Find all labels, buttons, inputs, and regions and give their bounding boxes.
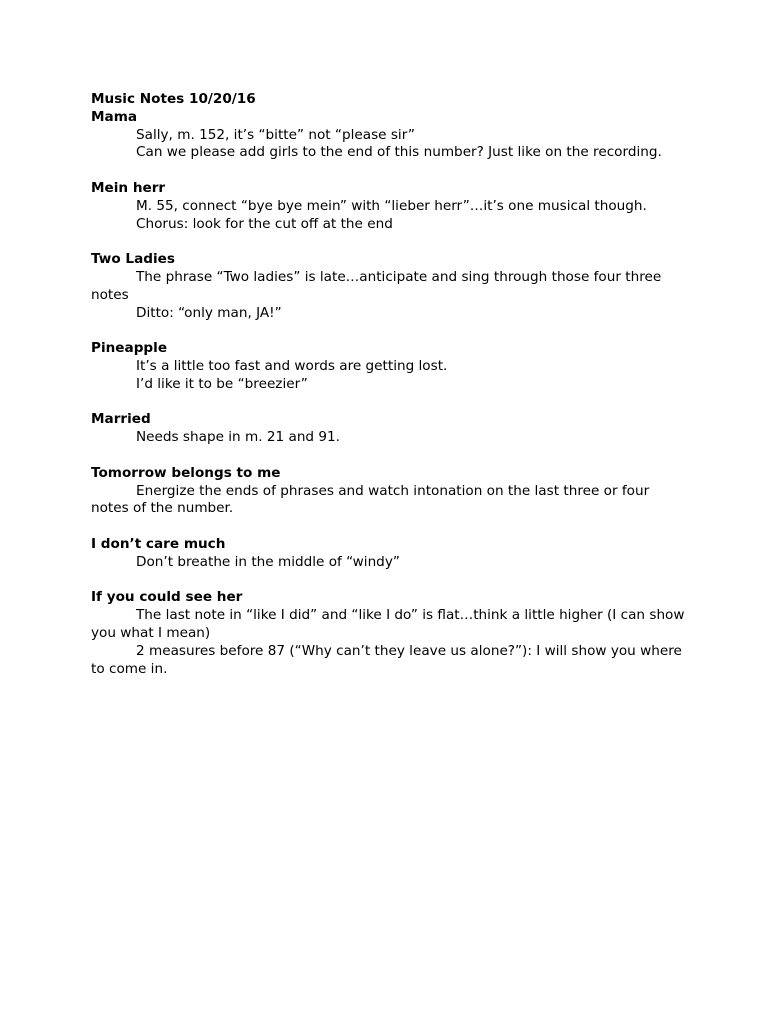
section-heading: Tomorrow belongs to me <box>91 464 281 481</box>
section-heading: I don’t care much <box>91 535 226 552</box>
note-paragraph: Can we please add girls to the end of this number? Just like on the recording. <box>136 144 662 161</box>
note-paragraph: The last note in “like I did” and “like I do” is flat…think a little higher (I can show you what I mean) <box>91 607 685 641</box>
section-heading: Pineapple <box>91 340 168 357</box>
note-paragraph: I’d like it to be “breezier” <box>136 375 308 392</box>
section-tomorrow-belongs-to-me <box>91 465 691 518</box>
note-paragraph: M. 55, connect “bye bye mein” with “lieber herr”…it’s one musical though. <box>136 197 647 214</box>
note-paragraph: 2 measures before 87 (“Why can’t they leave us alone?”): I will show you where to come in. <box>91 642 682 677</box>
section-pineapple <box>91 340 691 393</box>
section-heading: Married <box>91 411 151 428</box>
note-paragraph: Energize the ends of phrases and watch intonation on the last three or four notes of the number. <box>91 482 650 517</box>
section-two-ladies <box>91 251 691 322</box>
section-heading: Mein herr <box>91 179 166 196</box>
section-heading: Two Ladies <box>91 251 175 268</box>
section-heading: If you could see her <box>91 589 243 606</box>
section-if-you-could-see-her <box>91 589 691 678</box>
document-title: Music Notes 10/20/16 <box>91 91 256 107</box>
section-i-dont-care-much <box>91 536 691 572</box>
note-paragraph: Chorus: look for the cut off at the end <box>136 215 393 232</box>
note-paragraph: It’s a little too fast and words are getting lost. <box>136 357 448 374</box>
note-paragraph: Needs shape in m. 21 and 91. <box>136 429 340 446</box>
section-mein-herr <box>91 180 691 233</box>
section-mama <box>91 109 691 162</box>
note-paragraph: Ditto: “only man, JA!” <box>136 304 282 321</box>
note-paragraph: Sally, m. 152, it’s “bitte” not “please sir” <box>136 126 415 143</box>
document-body <box>91 91 691 678</box>
note-paragraph: Don’t breathe in the middle of “windy” <box>136 553 400 570</box>
section-heading: Mama <box>91 108 138 125</box>
section-married <box>91 411 691 447</box>
note-paragraph: The phrase “Two ladies” is late…anticipate and sing through those four three notes <box>91 268 662 303</box>
